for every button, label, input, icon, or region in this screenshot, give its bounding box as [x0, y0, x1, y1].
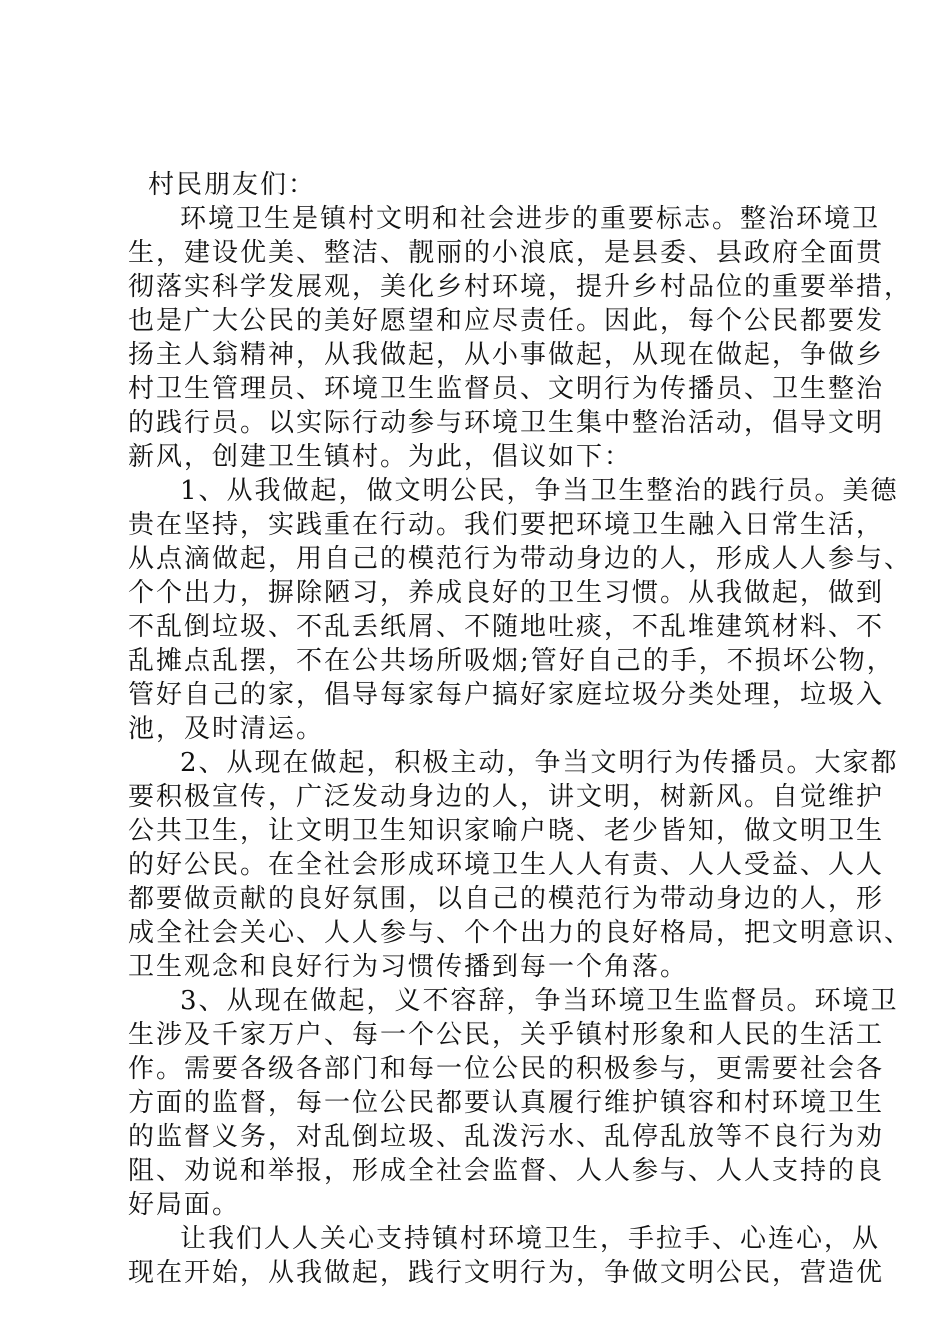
- paragraph-line: 好局面。: [128, 1190, 241, 1220]
- paragraph-line: 池，及时清运。: [128, 714, 325, 744]
- paragraph-line: 不乱倒垃圾、不乱丢纸屑、不随地吐痰，不乱堆建筑材料、不: [128, 612, 885, 642]
- salutation: 村民朋友们：: [148, 170, 317, 200]
- paragraph-line: 公共卫生，让文明卫生知识家喻户晓、老少皆知，做文明卫生: [128, 816, 885, 846]
- paragraph-line: 方面的监督，每一位公民都要认真履行维护镇容和村环境卫生: [128, 1088, 885, 1118]
- paragraph-line: 卫生观念和良好行为习惯传播到每一个角落。: [128, 952, 689, 982]
- paragraph-line: 作。需要各级各部门和每一位公民的积极参与，更需要社会各: [128, 1054, 885, 1084]
- paragraph-line: 的监督义务，对乱倒垃圾、乱泼污水、乱停乱放等不良行为劝: [128, 1122, 885, 1152]
- paragraph-line: 都要做贡献的良好氛围，以自己的模范行为带动身边的人，形: [128, 884, 885, 914]
- paragraph-line: 生涉及千家万户、每一个公民，关乎镇村形象和人民的生活工: [128, 1020, 885, 1050]
- paragraph-line: 3、从现在做起，义不容辞，争当环境卫生监督员。环境卫: [180, 986, 899, 1016]
- paragraph-line: 环境卫生是镇村文明和社会进步的重要标志。整治环境卫: [180, 204, 881, 234]
- paragraph-line: 村卫生管理员、环境卫生监督员、文明行为传播员、卫生整治: [128, 374, 885, 404]
- paragraph-line: 的好公民。在全社会形成环境卫生人人有责、人人受益、人人: [128, 850, 885, 880]
- paragraph-line: 1、从我做起，做文明公民，争当卫生整治的践行员。美德: [180, 476, 899, 506]
- paragraph-line: 让我们人人关心支持镇村环境卫生，手拉手、心连心，从: [180, 1224, 881, 1254]
- paragraph-line: 新风，创建卫生镇村。为此，倡议如下：: [128, 442, 633, 472]
- paragraph-line: 扬主人翁精神，从我做起，从小事做起，从现在做起，争做乡: [128, 340, 885, 370]
- paragraph-line: 也是广大公民的美好愿望和应尽责任。因此，每个公民都要发: [128, 306, 885, 336]
- paragraph-line: 从点滴做起，用自己的模范行为带动身边的人，形成人人参与、: [128, 544, 913, 574]
- paragraph-line: 贵在坚持，实践重在行动。我们要把环境卫生融入日常生活，: [128, 510, 885, 540]
- paragraph-line: 成全社会关心、人人参与、个个出力的良好格局，把文明意识、: [128, 918, 913, 948]
- paragraph-line: 乱摊点乱摆，不在公共场所吸烟;管好自己的手，不损坏公物，: [128, 646, 895, 676]
- paragraph-line: 生，建设优美、整洁、靓丽的小浪底，是县委、县政府全面贯: [128, 238, 885, 268]
- paragraph-line: 要积极宣传，广泛发动身边的人，讲文明，树新风。自觉维护: [128, 782, 885, 812]
- paragraph-line: 2、从现在做起，积极主动，争当文明行为传播员。大家都: [180, 748, 899, 778]
- paragraph-line: 管好自己的家，倡导每家每户搞好家庭垃圾分类处理，垃圾入: [128, 680, 885, 710]
- document-body: [128, 168, 913, 1290]
- paragraph-line: 个个出力，摒除陋习，养成良好的卫生习惯。从我做起，做到: [128, 578, 885, 608]
- paragraph-line: 的践行员。以实际行动参与环境卫生集中整治活动，倡导文明: [128, 408, 885, 438]
- paragraph-line: 现在开始，从我做起，践行文明行为，争做文明公民，营造优: [128, 1258, 885, 1288]
- paragraph-line: 彻落实科学发展观，美化乡村环境，提升乡村品位的重要举措，: [128, 272, 913, 302]
- paragraph-line: 阻、劝说和举报，形成全社会监督、人人参与、人人支持的良: [128, 1156, 885, 1186]
